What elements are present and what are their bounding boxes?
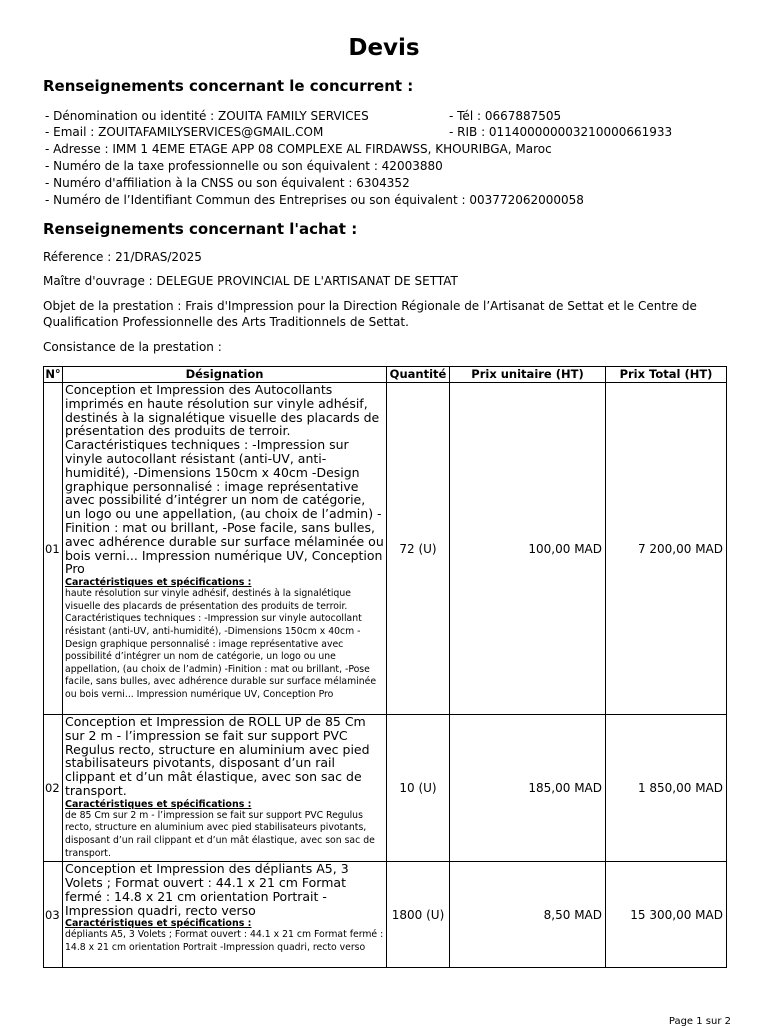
ice: - Numéro de l’Identifiant Commun des Entreprises ou son équivalent : 003772062000058 [45,193,584,207]
telephone: - Tél : 0667887505 [449,109,562,123]
row-quantite: 72 (U) [387,383,450,715]
email: - Email : ZOUITAFAMILYSERVICES@GMAIL.COM [45,125,324,139]
header-prix-unitaire: Prix unitaire (HT) [450,367,606,383]
spec-heading: Caractéristiques et spécifications : [65,577,252,589]
header-quantite: Quantité [387,367,450,383]
row-quantite: 1800 (U) [387,862,450,968]
prestation-table [43,366,727,968]
row-quantite: 10 (U) [387,715,450,862]
adresse: - Adresse : IMM 1 4EME ETAGE APP 08 COMPLEXE AL FIRDAWSS, KHOURIBGA, Maroc [45,142,552,156]
row-prix-unitaire: 185,00 MAD [450,715,606,862]
reference: Réference : 21/DRAS/2025 [43,250,202,264]
objet-prestation: Objet de la prestation : Frais d'Impression pour la Direction Régionale de l’Artisanat de Settat et le Centre de Qualification Professionnelle des Arts Traditionnels de Settat. [43,299,697,329]
table-row [44,715,727,862]
page-number: Page 1 sur 2 [668,1016,731,1027]
section-title-achat: Renseignements concernant l'achat : [43,220,358,238]
header-prix-total: Prix Total (HT) [606,367,727,383]
row-number: 02 [44,715,63,862]
designation-text: Conception et Impression des Autocollants imprimés en haute résolution sur vinyle adhésif, destinés à la signalétique visuelle des placards de présentation des produits de terroir. Caractéristiques techniques : -Impression sur vinyle autocollant résistant (anti-UV, anti-humidité), -Dimensions 150cm x 40cm -Design graphique personnalisé : image représentative avec possibilité d’intégrer un nom de catégorie, un logo ou une appellation, (au choix de l’admin) -Finition : mat ou brillant, -Pose facile, sans bulles, avec adhérence durable sur surface mélaminée ou bois verni... Impression numérique UV, Conception Pro [65,382,384,577]
header-no: N° [45,367,61,381]
header-designation: Désignation [63,367,387,383]
spec-heading: Caractéristiques et spécifications : [65,918,252,930]
row-designation [63,715,387,862]
row-number: 03 [44,862,63,968]
document-title: Devis [348,35,420,61]
row-prix-total: 7 200,00 MAD [606,383,727,715]
row-designation [63,862,387,968]
designation-text: Conception et Impression des dépliants A5, 3 Volets ; Format ouvert : 44.1 x 21 cm Format fermé : 14.8 x 21 cm orientation Portrait -Impression quadri, recto verso [65,861,349,918]
row-number: 01 [44,383,63,715]
spec-text: dépliants A5, 3 Volets ; Format ouvert : 44.1 x 21 cm Format fermé : 14.8 x 21 cm orientation Portrait -Impression quadri, recto verso [65,929,384,953]
rib: - RIB : 011400000003210000661933 [449,125,673,139]
spec-text: haute résolution sur vinyle adhésif, destinés à la signalétique visuelle des placards de présentation des produits de terroir. Caractéristiques techniques : -Impression sur vinyle autocollant résistant (anti-UV, anti-humidité), -Dimensions 150cm x 40cm -Design graphique personnalisé : image représentative avec possibilité d’intégrer un nom de catégorie, un logo ou une appellation, (au choix de l’admin) -Finition : mat ou brillant, -Pose facile, sans bulles, avec adhérence durable sur surface mélaminée ou bois verni... Impression numérique UV, Conception Pro [65,588,377,700]
maitre-ouvrage: Maître d'ouvrage : DELEGUE PROVINCIAL DE L'ARTISANAT DE SETTAT [43,274,458,288]
table-row [44,383,727,715]
row-prix-total: 15 300,00 MAD [606,862,727,968]
spec-text: de 85 Cm sur 2 m - l’impression se fait sur support PVC Regulus recto, structure en aluminium avec pied stabilisateurs pivotants, disposant d’un rail clippant et d’un mât élastique, avec son sac de transport. [65,809,375,859]
cnss: - Numéro d'affiliation à la CNSS ou son équivalent : 6304352 [45,176,410,190]
spec-heading: Caractéristiques et spécifications : [65,798,252,810]
section-title-concurrent: Renseignements concernant le concurrent : [43,77,414,95]
row-prix-total: 1 850,00 MAD [606,715,727,862]
row-designation [63,383,387,715]
table-row [44,862,727,968]
designation-text: Conception et Impression de ROLL UP de 85 Cm sur 2 m - l’impression se fait sur support PVC Regulus recto, structure en aluminium avec pied stabilisateurs pivotants, disposant d’un rail clippant et d’un mât élastique, avec son sac de transport. [65,714,370,798]
taxe-professionnelle: - Numéro de la taxe professionnelle ou son équivalent : 42003880 [45,159,443,173]
row-prix-unitaire: 100,00 MAD [450,383,606,715]
consistance: Consistance de la prestation : [43,340,222,354]
table-header-row [44,367,727,383]
denomination: - Dénomination ou identité : ZOUITA FAMILY SERVICES [45,109,369,123]
row-prix-unitaire: 8,50 MAD [450,862,606,968]
